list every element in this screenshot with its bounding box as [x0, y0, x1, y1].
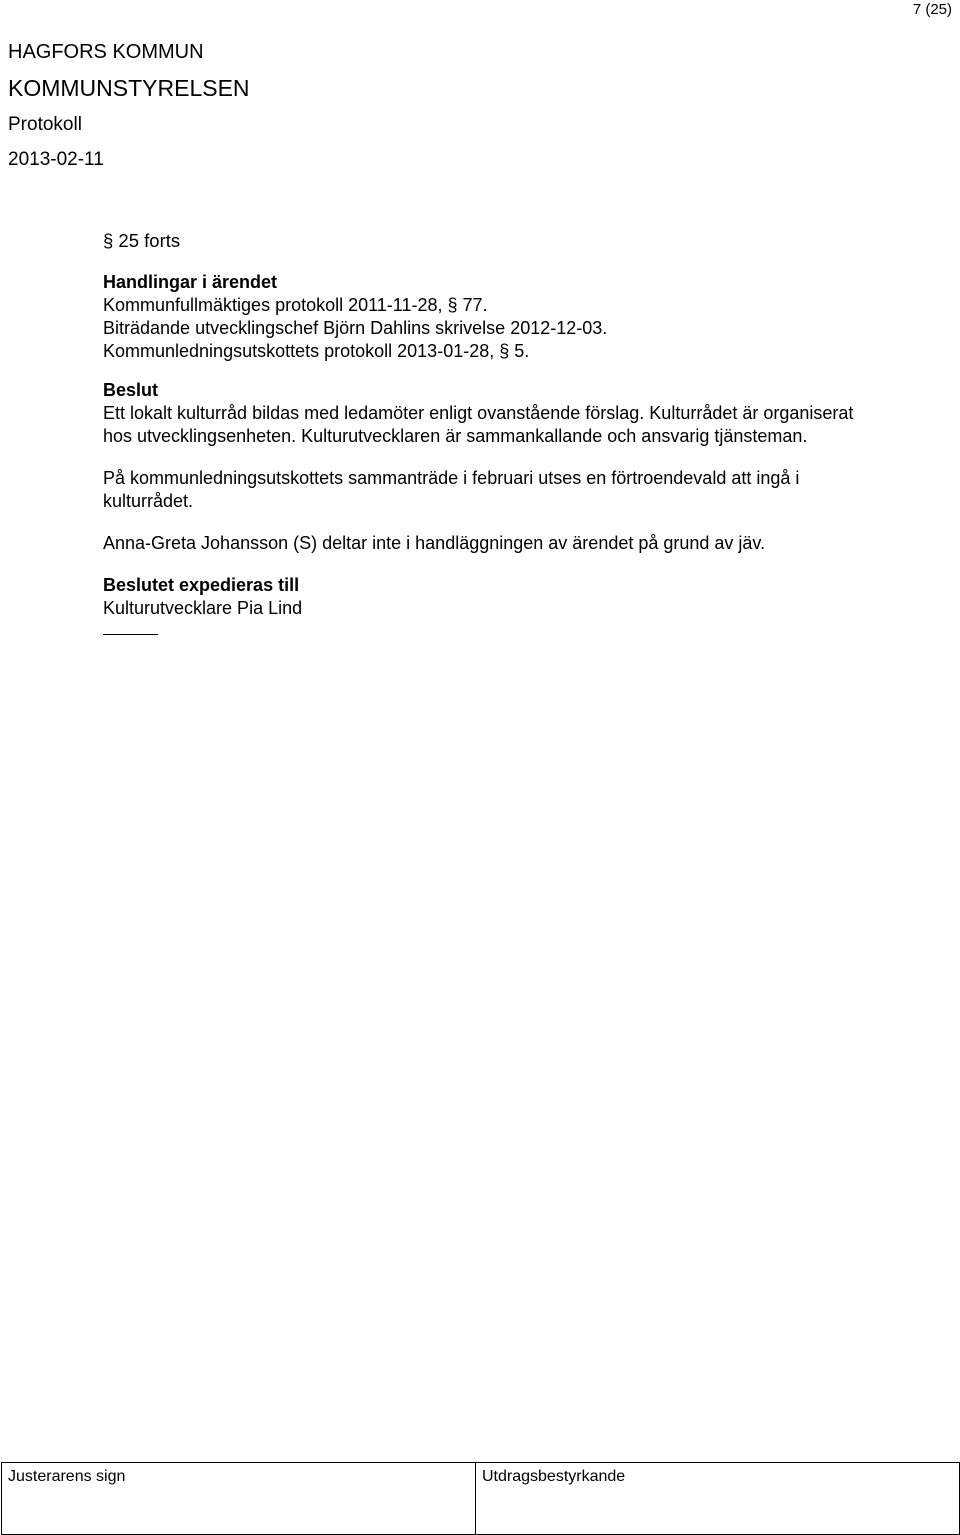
distribution-heading: Beslutet expedieras till: [103, 575, 300, 595]
decision-line: På kommunledningsutskottets sammanträde i februari utses en förtroendevald att ingå i: [103, 468, 800, 488]
document-date: 2013-02-11: [8, 149, 104, 170]
decision-paragraph: [103, 532, 943, 555]
decision-paragraph: [103, 467, 943, 513]
adjuster-signature-cell: [2, 1463, 476, 1534]
document-body: [103, 229, 943, 635]
committee-name: KOMMUNSTYRELSEN: [8, 75, 250, 101]
decision-line: Anna-Greta Johansson (S) deltar inte i handläggningen av ärendet på grund av jäv.: [103, 533, 766, 553]
decision-heading: Beslut: [103, 380, 159, 400]
page-number: 7 (25): [912, 1, 952, 18]
document-item: Kommunfullmäktiges protokoll 2011-11-28, § 77.: [103, 295, 488, 315]
certification-label: Utdragsbestyrkande: [482, 1468, 626, 1485]
decision-paragraph: [103, 402, 943, 448]
distribution-recipient: Kulturutvecklare Pia Lind: [103, 598, 303, 618]
documents-heading: Handlingar i ärendet: [103, 272, 278, 292]
document-item: Biträdande utvecklingschef Björn Dahlins skrivelse 2012-12-03.: [103, 318, 608, 338]
document-item: Kommunledningsutskottets protokoll 2013-01-28, § 5.: [103, 341, 530, 361]
adjuster-signature-label: Justerarens sign: [8, 1468, 126, 1485]
certification-cell: [476, 1463, 959, 1534]
separator-line: [103, 634, 158, 635]
organization-name: HAGFORS KOMMUN: [8, 41, 204, 63]
decision-line: hos utvecklingsenheten. Kulturutvecklaren är sammankallande och ansvarig tjänsteman.: [103, 426, 808, 446]
decision-line: Ett lokalt kulturråd bildas med ledamöter enligt ovanstående förslag. Kulturrådet är organiserat: [103, 403, 854, 423]
signature-box: [1, 1462, 960, 1535]
section-reference: § 25 forts: [103, 230, 181, 251]
decision-line: kulturrådet.: [103, 491, 194, 511]
document-type: Protokoll: [8, 114, 82, 135]
